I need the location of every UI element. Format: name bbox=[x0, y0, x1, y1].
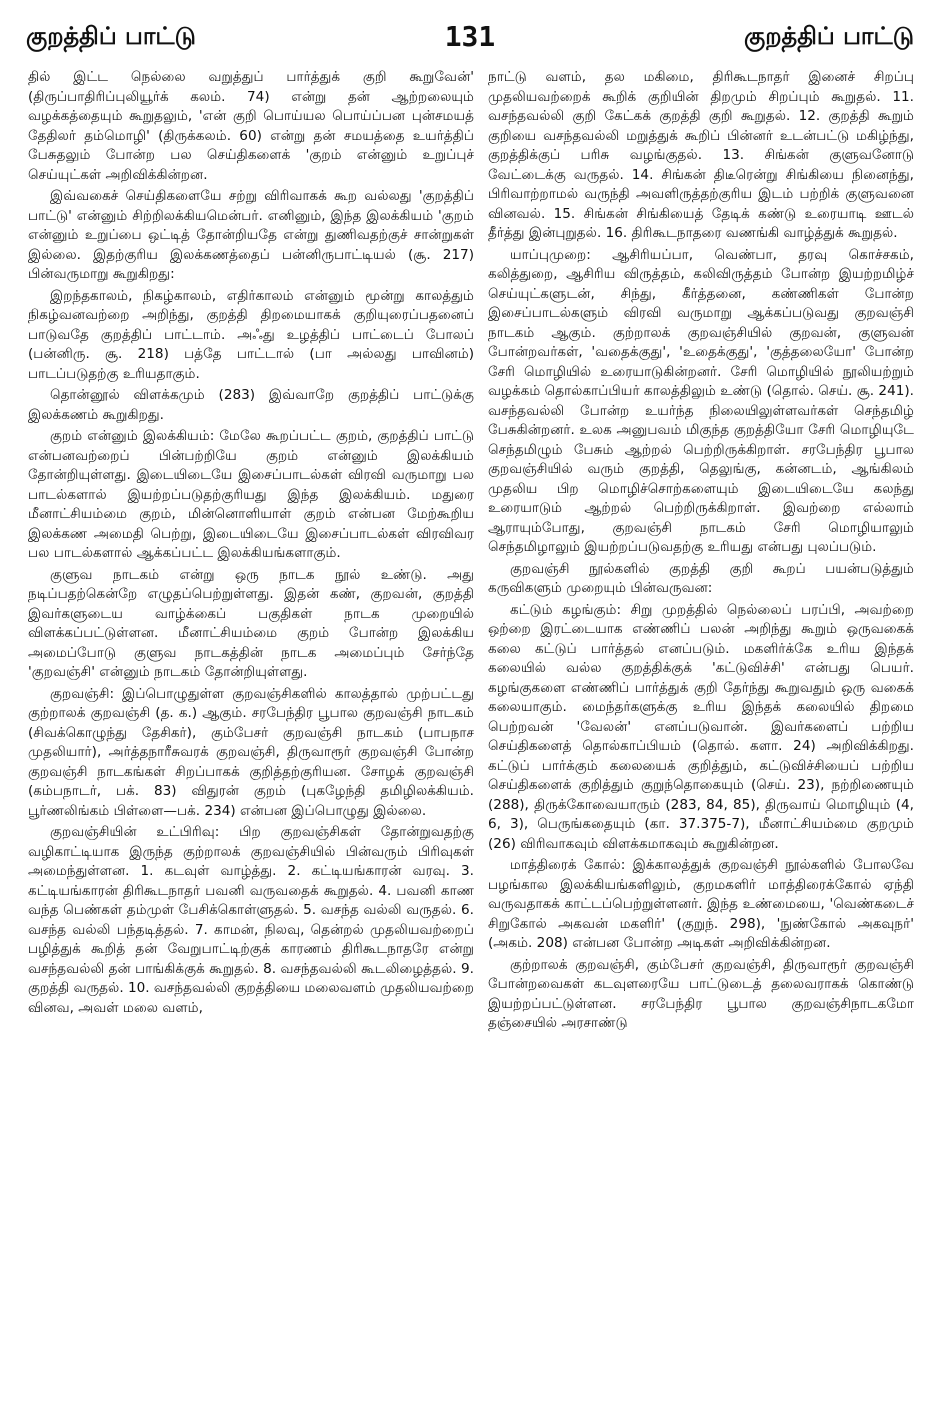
paragraph: கட்டும் கழங்கும்: சிறு முறத்தில் நெல்லைப் பரப்பி, அவற்றை ஒற்றை இரட்டையாக எண்ணிப் பலன் அறிந்து கூறும் ஒருவகைக் கலை கட்டுப் பார்த்தல் எனப்படும். மகளிர்க்கே உரிய இந்தக் கலையில் வல்ல குறத்திக்குக் 'கட்டுவிச்சி' என்பது பெயர். கழங்குகளை எண்ணிப் பார்த்துக் குறி தேர்ந்து கூறுவதும் ஒரு வகைக் கலையாகும். மைந்தர்களுக்கு உரிய இந்தக் கலையில் திறமை பெற்றவன் 'வேலன்' எனப்படுவான். இவர்களைப் பற்றிய செய்திகளைத் தொல்காப்பியம் (தொல். களா. 24) அறிவிக்கிறது. கட்டுப் பார்க்கும் கலையைக் குறித்தும், கட்டுவிச்சியைப் பற்றிய செய்திகளைக் குறித்தும் குறுந்தொகையும் (செய். 23), நற்றிணையும் (288), திருக்கோவையாரும் (283, 84, 85), திருவாய் மொழியும் (4, 6, 3), பெருங்கதையும் (கா. 37.375-7), மீனாட்சியம்மை குறமும் (26) விரிவாகவும் விளக்கமாகவும் கூறுகின்றன. bbox=[488, 601, 914, 852]
paragraph: யாப்புமுறை: ஆசிரியப்பா, வெண்பா, தரவு கொச்சகம், கலித்துறை, ஆசிரிய விருத்தம், கலிவிருத்தம் போன்ற இயற்றமிழ்ச் செய்யுட்களுடன், சிந்து, கீர்த்தனை, கண்ணிகள் போன்ற இசைப்பாடல்களும் விரவி வருமாறு ஆக்கப்படுவது குறவஞ்சி நாடகம் ஆகும். குற்றாலக் குறவஞ்சியில் குறவன், குளுவன் போன்றவர்கள், 'வதைக்குது', 'உதைக்குது', 'குத்தலையோ' போன்ற சேரி மொழியில் உரையாடுகின்றனர். சேரி மொழியில் நூலியற்றும் வழக்கம் தொல்காப்பியர் காலத்திலும் உண்டு (தொல். செய். சூ. 241). வசந்தவல்லி போன்ற உயர்ந்த நிலையிலுள்ளவர்கள் செந்தமிழ் பேசுகின்றனர். உலக அனுபவம் மிகுந்த குறத்தியோ சேரி மொழியுடே செந்தமிழும் பேசும் ஆற்றல் பெற்றிருக்கிறாள். சரபேந்திர பூபால குறவஞ்சியில் வரும் குறத்தி, தெலுங்கு, கன்னடம், ஆங்கிலம் முதலிய பிற மொழிச்சொற்களையும் இடையிடையே கலந்து உரையாடும் ஆற்றல் பெற்றிருக்கிறாள். இவற்றை எல்லாம் ஆராயும்போது, குறவஞ்சி நாடகம் சேரி மொழியாலும் செந்தமிழாலும் இயற்றப்படுவதற்கு உரியது என்பது புலப்படும். bbox=[488, 246, 914, 555]
paragraph: தொன்னூல் விளக்கமும் (283) இவ்வாறே குறத்திப் பாட்டுக்கு இலக்கணம் கூறுகிறது. bbox=[28, 387, 474, 423]
paragraph: குறவஞ்சியின் உட்பிரிவு: பிற குறவஞ்சிகள் தோன்றுவதற்கு வழிகாட்டியாக இருந்த குற்றாலக் குறவஞ்சியில் பின்வரும் பிரிவுகள் அமைந்துள்ளன. 1. கடவுள் வாழ்த்து. 2. கட்டியங்காரன் வரவு. 3. கட்டியங்காரன் திரிகூடநாதர் பவனி வருவதைக் கூறுதல். 4. பவனி காண வந்த பெண்கள் தம்முள் பேசிக்கொள்ளுதல். 5. வசந்த வல்லி வருதல். 6. வசந்த வல்லி பந்தடித்தல். 7. காமன், நிலவு, தென்றல் முதலியவற்றைப் பழித்துக் கூறித் தன் வேறுபாட்டிற்குக் காரணம் திரிகூடநாதரே என்று வசந்தவல்லி தன் பாங்கிக்குக் கூறுதல். 8. வசந்தவல்லி கூடலிழைத்தல். 9. குறத்தி வருதல். 10. வசந்தவல்லி குறத்தியை மலைவளம் முதலியவற்றை வினவ, அவள் மலை வளம், bbox=[28, 824, 474, 1016]
paragraph: குறம் என்னும் இலக்கியம்: மேலே கூறப்பட்ட குறம், குறத்திப் பாட்டு என்பனவற்றைப் பின்பற்றியே குறம் என்னும் இலக்கியம் தோன்றியுள்ளது. இடையிடையே இசைப்பாடல்கள் விரவி வருமாறு பல பாடல்களால் இயற்றப்படுதற்குரியது இந்த இலக்கியம். மதுரை மீனாட்சியம்மை குறம், மின்னொளியாள் குறம் என்பன மேற்கூறிய இலக்கண அமைதி பெற்று, இடையிடையே இசைப்பாடல்கள் விரவிவர பல பாடல்களால் ஆக்கப்பட்ட இலக்கியங்களாகும். bbox=[28, 428, 474, 561]
page-number: 131 bbox=[444, 20, 496, 53]
running-head-left: குறத்திப் பாட்டு bbox=[26, 22, 196, 50]
paragraph: தில் இட்ட நெல்லை வறுத்துப் பார்த்துக் குறி கூறுவேன்' (திருப்பாதிரிப்புலியூர்க் கலம். 74) என்று தன் ஆற்றலையும் வழக்கத்தையும் கூறுதலும், 'என் குறி பொய்யல பொய்ப்பன புன்சமயத் தேதிலர் தம்மொழி' (திருக்கலம். 60) என்று தன் சமயத்தை உயர்த்திப் பேசுதலும் போன்ற பல செய்திகளைக் 'குறம் என்னும் உறுப்புச் செய்யுட்கள் அறிவிக்கின்றன. bbox=[28, 69, 474, 183]
page-header bbox=[0, 0, 940, 62]
running-head-right: குறத்திப் பாட்டு bbox=[744, 22, 914, 50]
paragraph: குற்றாலக் குறவஞ்சி, கும்பேசர் குறவஞ்சி, திருவாரூர் குறவஞ்சி போன்றவைகள் கடவுளரையே பாட்டுடைத் தலைவராகக் கொண்டு இயற்றப்பட்டுள்ளன. சரபேந்திர பூபால குறவஞ்சிநாடகமோ தஞ்சையில் அரசாண்டு bbox=[488, 956, 914, 1031]
paragraph: மாத்திரைக் கோல்: இக்காலத்துக் குறவஞ்சி நூல்களில் போலவே பழங்கால இலக்கியங்களிலும், குறமகளிர் மாத்திரைக்கோல் ஏந்தி வருவதாகக் காட்டப்பெற்றுள்ளனர். இந்த உண்மையை, 'வெண்கடைச் சிறுகோல் அகவன் மகளிர்' (குறுந். 298), 'நுண்கோல் அகவுநர்' (அகம். 208) என்பன போன்ற அடிகள் அறிவிக்கின்றன. bbox=[488, 857, 914, 951]
paragraph: நாட்டு வளம், தல மகிமை, திரிகூடநாதர் இனைச் சிறப்பு முதலியவற்றைக் கூறிக் குறியின் திறமும் சிறப்பும் கூறுதல். 11. வசந்தவல்லி குறி கேட்கக் குறத்தி குறி கூறுதல். 12. குறத்தி கூறும் குறியை வசந்தவல்லி மறுத்துக் கூறிப் பின்னர் உடன்பட்டு மகிழ்ந்து, குறத்திக்குப் பரிசு வழங்குதல். 13. சிங்கன் குளுவனோடு வேட்டைக்கு வருதல். 14. சிங்கன் திடீரென்று சிங்கியை நினைந்து, பிரிவாற்றாமல் வருந்தி அவளிருத்தற்குரிய இடம் பற்றிக் குளுவனை வினவல். 15. சிங்கன் சிங்கியைத் தேடிக் கண்டு உரையாடி ஊடல் தீர்த்து இன்புறுதல். 16. திரிகூடநாதரை வணங்கி வாழ்த்துக் கூறுதல். bbox=[488, 69, 914, 241]
paragraph: இறந்தகாலம், நிகழ்காலம், எதிர்காலம் என்னும் மூன்று காலத்தும் நிகழ்வனவற்றை அறிந்து, குறத்தி திறமையாகக் குறியுரைப்பதனைப் பாடுவதே குறத்திப் பாட்டாம். அஃது உழத்திப் பாட்டைப் போலப் (பன்னிரு. சூ. 218) பத்தே பாட்டால் (பா அல்லது பாவினம்) பாடப்படுதற்கு உரியதாகும். bbox=[28, 287, 474, 382]
paragraph: குறவஞ்சி: இப்பொழுதுள்ள குறவஞ்சிகளில் காலத்தால் முற்பட்டது குற்றாலக் குறவஞ்சி (த. க.) ஆகும். சரபேந்திர பூபால குறவஞ்சி நாடகம் (சிவக்கொழுந்து தேசிகர்), கும்பேசர் குறவஞ்சி நாடகம் (பாபநாச முதலியார்), அர்த்தநாரீசுவரக் குறவஞ்சி, திருவாரூர் குறவஞ்சி போன்ற குறவஞ்சி நாடகங்கள் சிறப்பாகக் குறித்தற்குரியன. சோழக் குறவஞ்சி (கம்பநாடர், பக். 83) விதுரன் குறம் (புகழேந்தி தமிழிலக்கியம். பூர்ணலிங்கம் பிள்ளை—பக். 234) என்பன இப்பொழுது இல்லை. bbox=[28, 685, 474, 819]
paragraph: குளுவ நாடகம் என்று ஒரு நாடக நூல் உண்டு. அது நடிப்பதற்கென்றே எழுதப்பெற்றுள்ளது. இதன் கண், குறவன், குறத்தி இவர்களுடைய வாழ்க்கைப் பகுதிகள் நாடக முறையில் விளக்கப்பட்டுள்ளன. மீனாட்சியம்மை குறம் போன்ற இலக்கிய அமைப்போடு குளுவ நாடகத்தின் நாடக அமைப்பும் சேர்ந்தே 'குறவஞ்சி' என்னும் நாடகம் தோன்றியுள்ளது. bbox=[28, 566, 474, 680]
paragraph: இவ்வகைச் செய்திகளையே சற்று விரிவாகக் கூற வல்லது 'குறத்திப் பாட்டு' என்னும் சிற்றிலக்கியமென்பர். எனினும், இந்த இலக்கியம் 'குறம் என்னும் உறுப்பை ஒட்டித் தோன்றியதே என்று துணிவதற்குச் சான்றுகள் இல்லை. இதற்குரிய இலக்கணத்தைப் பன்னிருபாட்டியல் (சூ. 217) பின்வருமாறு கூறுகிறது: bbox=[28, 188, 474, 282]
paragraph: குறவஞ்சி நூல்களில் குறத்தி குறி கூறப் பயன்படுத்தும் கருவிகளும் முறையும் பின்வருவன: bbox=[488, 560, 914, 596]
right-column bbox=[488, 68, 914, 1408]
left-column bbox=[28, 68, 474, 1408]
